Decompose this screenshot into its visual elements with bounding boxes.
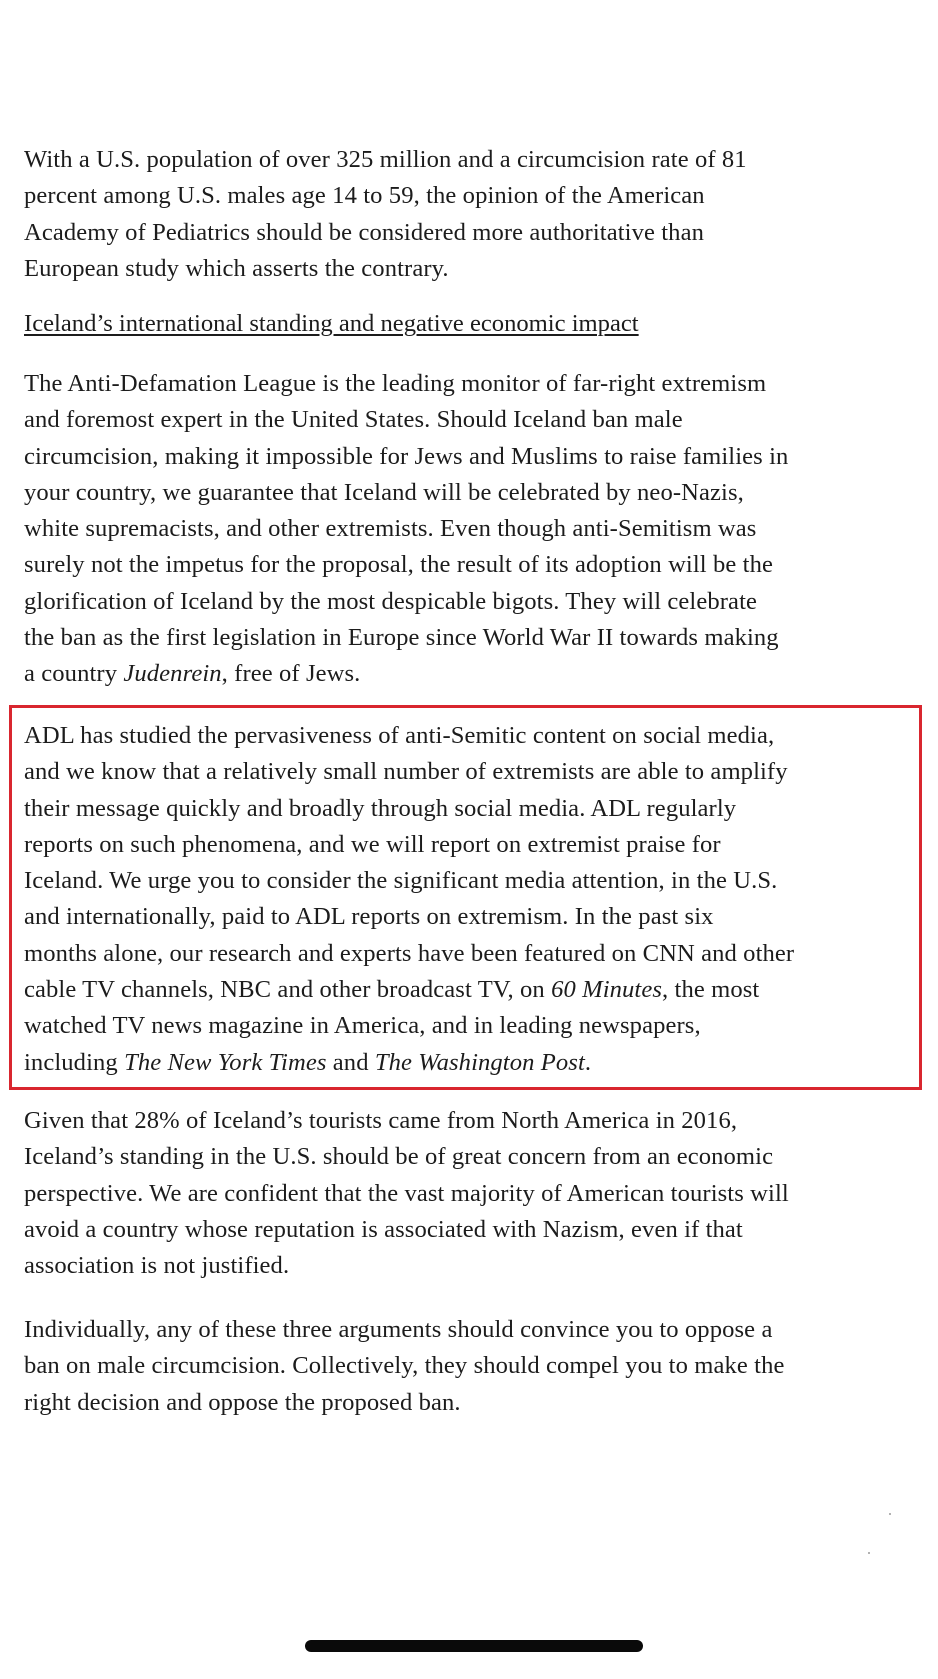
text-line: Iceland. We urge you to consider the significant media attention, in the U.S. (24, 867, 778, 895)
text-line (24, 972, 794, 1008)
text-line: Iceland’s standing in the U.S. should be of great concern from an economic (24, 1143, 774, 1171)
italic-title: The New York Times (124, 1048, 327, 1076)
italic-term: Judenrein (123, 660, 222, 688)
paragraph-adl-media (24, 718, 794, 1081)
scan-speck (889, 1513, 891, 1515)
paragraph-adl-monitor (24, 366, 788, 693)
text-fragment: . (584, 1048, 592, 1076)
text-line (24, 1045, 794, 1081)
text-line: surely not the impetus for the proposal, the result of its adoption will be the (24, 551, 773, 579)
home-indicator[interactable] (305, 1640, 643, 1652)
text-line: and internationally, paid to ADL reports on extremism. In the past six (24, 903, 714, 931)
text-line: Academy of Pediatrics should be considered more authoritative than (24, 218, 704, 246)
text-fragment: and (326, 1048, 375, 1076)
text-line: avoid a country whose reputation is associated with Nazism, even if that (24, 1215, 743, 1243)
text-fragment: cable TV channels, NBC and other broadcast TV, on (24, 976, 552, 1004)
text-line: With a U.S. population of over 325 million and a circumcision rate of 81 (24, 146, 747, 173)
text-fragment: , the most (662, 976, 760, 1004)
text-line: Individually, any of these three arguments should convince you to oppose a (24, 1316, 773, 1343)
text-line: glorification of Iceland by the most despicable bigots. They will celebrate (24, 587, 758, 615)
scan-speck (868, 1552, 870, 1554)
paragraph-tourism (24, 1103, 789, 1284)
text-line: right decision and oppose the proposed ban. (24, 1388, 461, 1416)
section-heading: Iceland’s international standing and negative economic impact (24, 310, 639, 337)
text-line: ban on male circumcision. Collectively, they should compel you to make the (24, 1352, 785, 1380)
text-line (24, 656, 788, 692)
text-line: perspective. We are confident that the vast majority of American tourists will (24, 1179, 789, 1207)
text-line: white supremacists, and other extremists. Even though anti-Semitism was (24, 515, 757, 543)
text-line: ADL has studied the pervasiveness of anti-Semitic content on social media, (24, 722, 775, 749)
text-line: association is not justified. (24, 1252, 290, 1280)
italic-title: The Washington Post (374, 1048, 585, 1076)
text-line: Given that 28% of Iceland’s tourists came from North America in 2016, (24, 1107, 738, 1134)
text-fragment: a country (24, 660, 124, 688)
text-line: the ban as the first legislation in Europe since World War II towards making (24, 624, 779, 652)
paragraph-conclusion (24, 1312, 785, 1421)
text-fragment: , free of Jews. (221, 660, 361, 688)
text-line: and foremost expert in the United States. Should Iceland ban male (24, 406, 683, 434)
text-line: months alone, our research and experts have been featured on CNN and other (24, 939, 795, 967)
text-fragment: including (24, 1048, 125, 1076)
text-line: reports on such phenomena, and we will report on extremist praise for (24, 830, 721, 858)
text-line: watched TV news magazine in America, and in leading newspapers, (24, 1012, 701, 1040)
text-line: their message quickly and broadly through social media. ADL regularly (24, 794, 737, 822)
text-line: European study which asserts the contrary. (24, 254, 449, 282)
text-line: circumcision, making it impossible for Jews and Muslims to raise families in (24, 442, 789, 470)
text-line: and we know that a relatively small number of extremists are able to amplify (24, 758, 788, 786)
text-line: The Anti-Defamation League is the leading monitor of far-right extremism (24, 370, 767, 397)
text-line: percent among U.S. males age 14 to 59, the opinion of the American (24, 182, 705, 210)
italic-title: 60 Minutes (551, 976, 663, 1004)
text-line: your country, we guarantee that Iceland will be celebrated by neo-Nazis, (24, 478, 744, 506)
paragraph-population (24, 142, 747, 287)
